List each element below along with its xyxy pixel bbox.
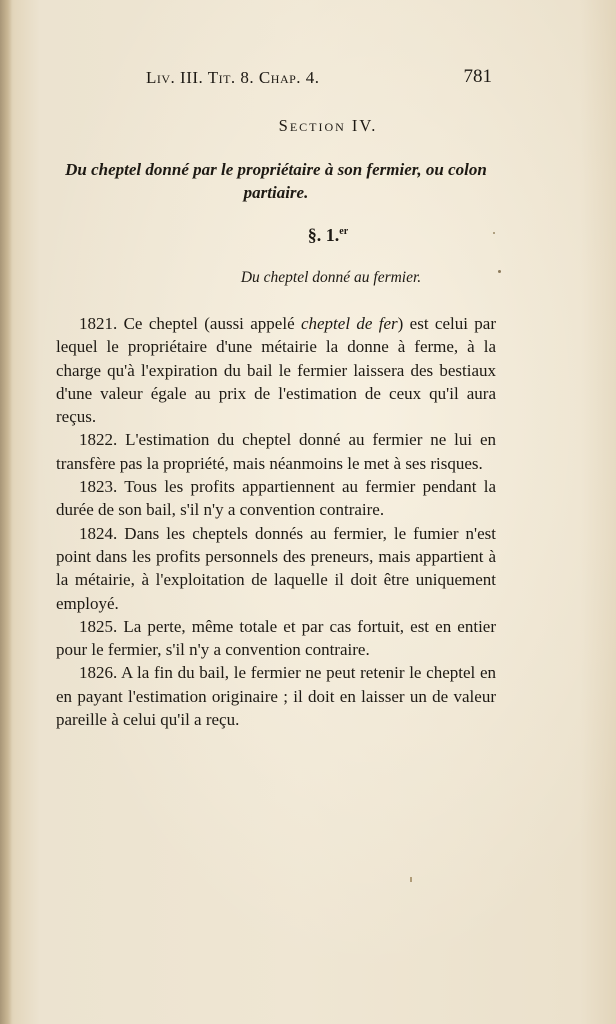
article-text: ) est celui par lequel le propriétaire d'une métairie la donne à ferme, à la charge qu'à l'expiration du bail le fermier laissera des bestiaux d'une valeur égale au prix de l'estimation de ceux qu'il aura reçus. [56,314,496,427]
running-head-text: Liv. III. Tit. 8. Chap. 4. [146,68,320,87]
body-text [56,312,496,731]
article-text: La perte, même totale et par cas fortuit, est en entier pour le fermier, s'il n'y a convention contraire. [56,616,497,660]
article-number: 1824. [79,523,118,543]
article-text: Tous les profits appartiennent au fermier pendant la durée de son bail, s'il n'y a convention contraire. [56,477,496,520]
foxing-spot [493,232,495,234]
paragraph-superscript: er [339,226,349,237]
article-1825 [56,615,496,662]
article-number: 1822. [79,430,118,450]
article-1821 [56,312,496,428]
paragraph-symbol: §. 1. [307,225,340,245]
article-number: 1823. [79,477,118,497]
binding-edge [0,0,12,1024]
article-number: 1826. [79,663,118,683]
article-text: Dans les cheptels donnés au fermier, le fumier n'est point dans les profits personnels des preneurs, mais appartient à la métairie, à l'exploitation de laquelle il doit être uniquement employé. [56,523,496,613]
article-1822 [56,428,496,475]
article-1826 [56,661,496,731]
article-text: L'estimation du cheptel donné au fermier ne lui en transfère pas la propriété, mais néanmoins le met à ses risques. [56,430,496,473]
foxing-spot [410,877,412,882]
article-text: A la fin du bail, le fermier ne peut retenir le cheptel en en payant l'estimation originaire ; il doit en laisser un de valeur pareille à celui qu'il a reçu. [56,663,497,730]
subheading: Du cheptel donné au fermier. [240,269,422,286]
article-number: 1825. [79,616,118,636]
paragraph-mark [0,225,616,246]
section-title: Section IV. [278,116,378,135]
page-number: 781 [463,66,492,87]
running-head [146,68,492,94]
article-number: 1821. [79,314,118,333]
article-text: Ce cheptel (aussi appelé [123,314,295,333]
article-1824 [56,522,496,615]
foxing-spot [498,270,501,273]
section-subtitle: Du cheptel donné par le propriétaire à son fermier, ou colon partiaire. [65,160,487,202]
article-1823 [56,475,496,522]
article-emphasis: cheptel de fer [300,314,398,333]
